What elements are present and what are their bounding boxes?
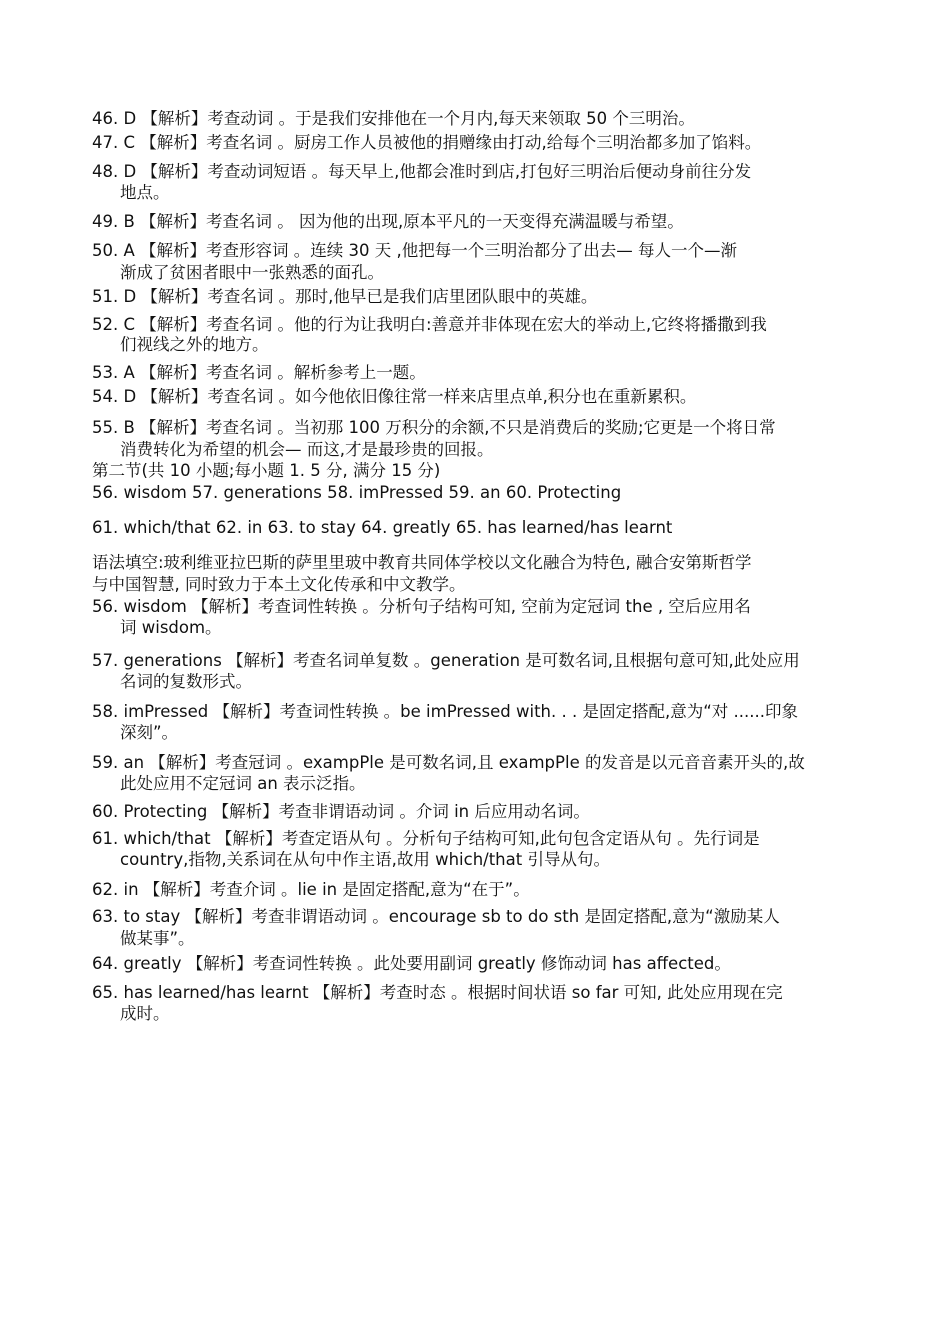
grammar-intro-cont: 与中国智慧, 同时致力于本土文化传承和中文教学。 [92, 575, 466, 594]
explain-57-cont: 名词的复数形式。 [120, 672, 252, 691]
grammar-intro: 语法填空:玻利维亚拉巴斯的萨里里玻中教育共同体学校以文化融合为特色, 融合安第斯哲学 [92, 553, 752, 572]
answer-48: 48. D 【解析】考查动词短语 。每天早上,他都会准时到店,打包好三明治后便动身前往分发 [92, 162, 752, 181]
explain-59-cont: 此处应用不定冠词 an 表示泛指。 [120, 774, 366, 793]
answer-52: 52. C 【解析】考查名词 。他的行为让我明白:善意并非体现在宏大的举动上,它终将播撒到我 [92, 315, 767, 334]
explain-65-cont: 成时。 [120, 1004, 170, 1023]
explain-58: 58. imPressed 【解析】考查词性转换 。be imPressed with. . . 是固定搭配,意为“对 ......印象 [92, 702, 798, 721]
answer-55-cont: 消费转化为希望的机会— 而这,才是最珍贵的回报。 [120, 440, 494, 459]
explain-57: 57. generations 【解析】考查名词单复数 。generation 是可数名词,且根据句意可知,此处应用 [92, 651, 800, 670]
explain-61: 61. which/that 【解析】考查定语从句 。分析句子结构可知,此句包含定语从句 。先行词是 [92, 829, 760, 848]
answer-47: 47. C 【解析】考查名词 。厨房工作人员被他的捐赠缘由打动,给每个三明治都多加了馅料。 [92, 133, 762, 152]
explain-64: 64. greatly 【解析】考查词性转换 。此处要用副词 greatly 修饰动词 has affected。 [92, 954, 731, 973]
answer-52-cont: 们视线之外的地方。 [120, 335, 269, 354]
explain-61-cont: country,指物,关系词在从句中作主语,故用 which/that 引导从句。 [120, 850, 610, 869]
answer-50: 50. A 【解析】考查形容词 。连续 30 天 ,他把每一个三明治都分了出去— 每人一个—渐 [92, 241, 737, 260]
explain-63: 63. to stay 【解析】考查非谓语动词 。encourage sb to do sth 是固定搭配,意为“激励某人 [92, 907, 780, 926]
answers-61-65: 61. which/that 62. in 63. to stay 64. greatly 65. has learned/has learnt [92, 518, 673, 537]
explain-65: 65. has learned/has learnt 【解析】考查时态 。根据时间状语 so far 可知, 此处应用现在完 [92, 983, 783, 1002]
explain-60: 60. Protecting 【解析】考查非谓语动词 。介词 in 后应用动名词。 [92, 802, 590, 821]
answer-51: 51. D 【解析】考查名词 。那时,他早已是我们店里团队眼中的英雄。 [92, 287, 598, 306]
answer-48-cont: 地点。 [120, 183, 170, 202]
explain-59: 59. an 【解析】考查冠词 。exampPle 是可数名词,且 exampPle 的发音是以元音音素开头的,故 [92, 753, 805, 772]
answer-49: 49. B 【解析】考查名词 。 因为他的出现,原本平凡的一天变得充满温暖与希望。 [92, 212, 684, 231]
explain-56: 56. wisdom 【解析】考查词性转换 。分析句子结构可知, 空前为定冠词 the , 空后应用名 [92, 597, 751, 616]
answer-55: 55. B 【解析】考查名词 。当初那 100 万积分的余额,不只是消费后的奖励;它更是一个将日常 [92, 418, 776, 437]
answer-53: 53. A 【解析】考查名词 。解析参考上一题。 [92, 363, 426, 382]
explain-63-cont: 做某事”。 [120, 929, 195, 948]
answer-50-cont: 渐成了贫困者眼中一张熟悉的面孔。 [120, 263, 384, 282]
explain-62: 62. in 【解析】考查介词 。lie in 是固定搭配,意为“在于”。 [92, 880, 530, 899]
section-two-heading: 第二节(共 10 小题;每小题 1. 5 分, 满分 15 分) [92, 461, 441, 480]
explain-58-cont: 深刻”。 [120, 723, 179, 742]
answer-54: 54. D 【解析】考查名词 。如今他依旧像往常一样来店里点单,积分也在重新累积。 [92, 387, 697, 406]
answer-46: 46. D 【解析】考查动词 。于是我们安排他在一个月内,每天来领取 50 个三明治。 [92, 109, 695, 128]
answers-56-60: 56. wisdom 57. generations 58. imPressed 59. an 60. Protecting [92, 483, 622, 502]
explain-56-cont: 词 wisdom。 [120, 618, 222, 637]
